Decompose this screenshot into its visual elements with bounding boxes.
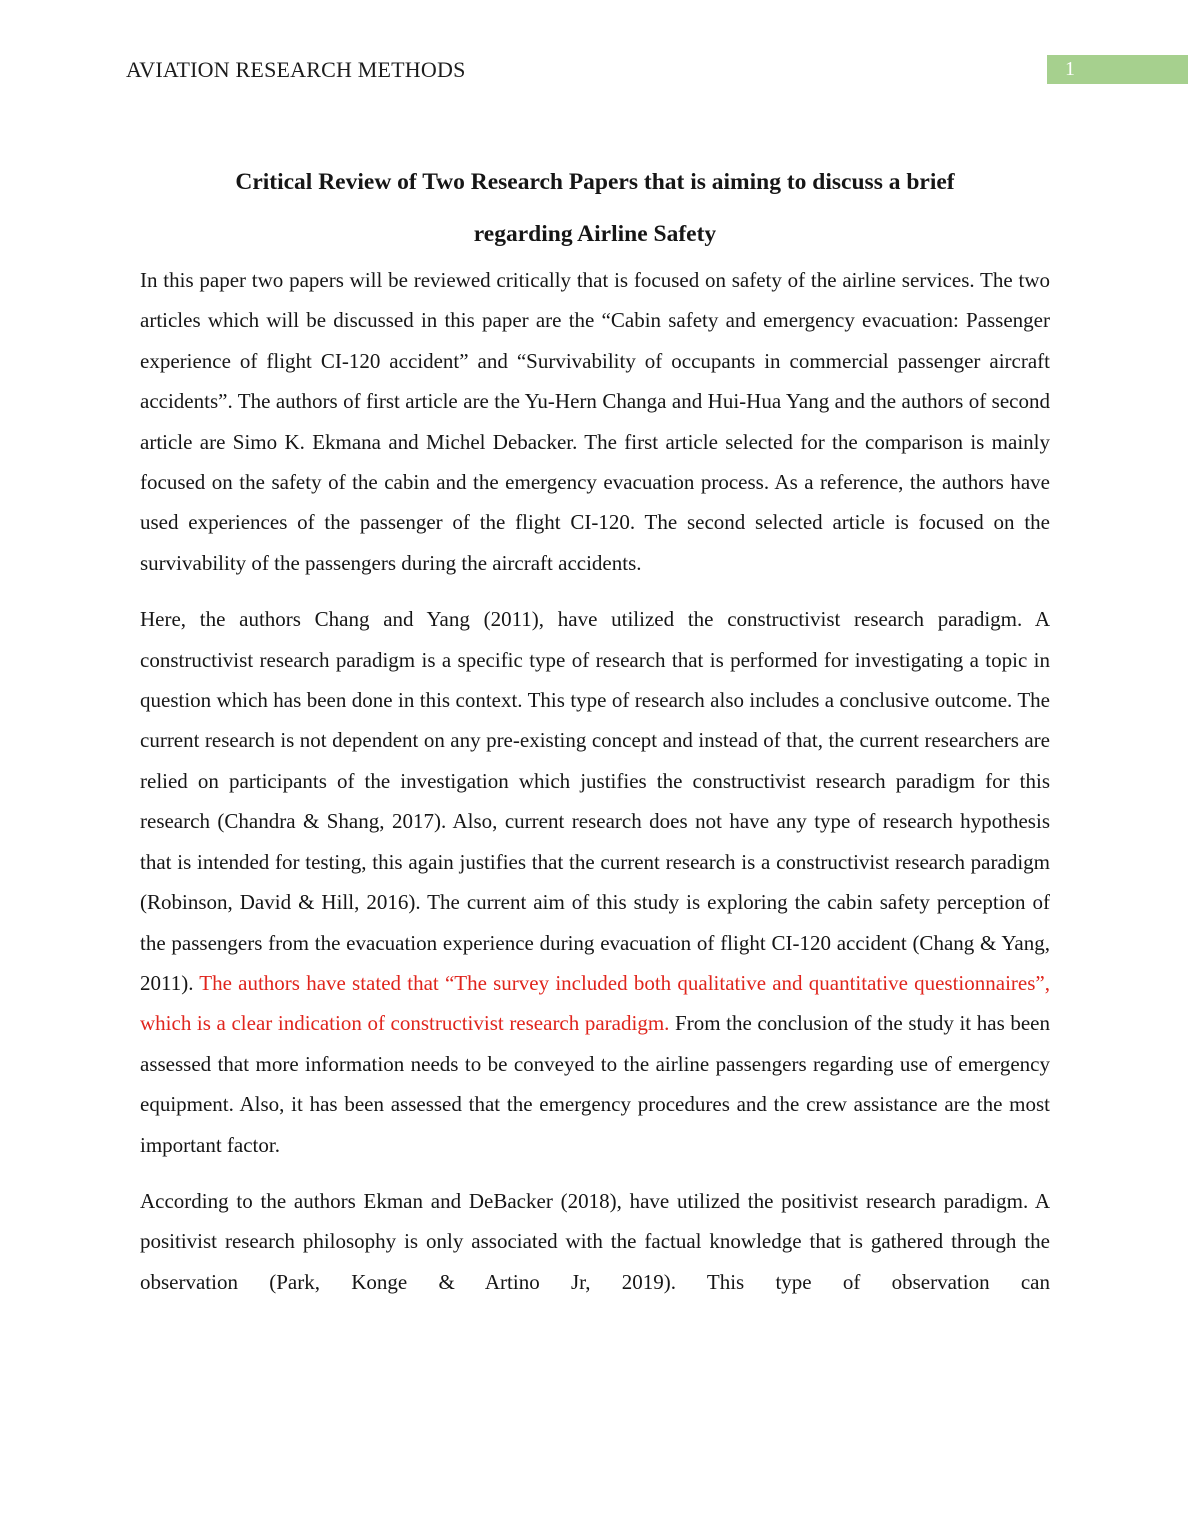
- highlighted-text-segment: The authors have stated that “The survey included both qualitative and quantitative questionnaires”, which is a clear indication of constructivist research paradigm.: [140, 970, 1050, 1036]
- page-number: 1: [1065, 58, 1075, 80]
- paragraph: [140, 599, 1050, 1165]
- document-title-line: regarding Airline Safety: [473, 221, 717, 247]
- text-segment: Here, the authors Chang and Yang (2011), have utilized the constructivist research paradigm. A constructivist research paradigm is a specific type of research that is performed for investigating a topic in question which has been done in this context. This type of research also includes a conclusive outcome. The current research is not dependent on any pre-existing concept and instead of that, the current researchers are relied on participants of the investigation which justifies the constructivist research paradigm for this research (Chandra & Shang, 2017). Also, current research does not have any type of research hypothesis that is intended for testing, this again justifies that the current research is a constructivist research paradigm (Robinson, David & Hill, 2016). The current aim of this study is exploring the cabin safety perception of the passengers from the evacuation experience during evacuation of flight CI-120 accident (Chang & Yang, 2011).: [140, 607, 1050, 995]
- running-header: AVIATION RESEARCH METHODS: [126, 57, 466, 82]
- paragraph: [140, 1181, 1050, 1302]
- paragraph: [140, 260, 1050, 583]
- document-body: [140, 260, 1050, 1302]
- text-segment: From the conclusion of the study it has been assessed that more information needs to be conveyed to the airline passengers regarding use of emergency equipment. Also, it has been assessed that the emergency procedures and the crew assistance are the most important factor.: [140, 1011, 1050, 1157]
- page-number-badge: [1047, 55, 1188, 84]
- text-segment: In this paper two papers will be reviewed critically that is focused on safety of the airline services. The two articles which will be discussed in this paper are the “Cabin safety and emergency evacuation: Passenger experience of flight CI-120 accident” and “Survivability of occupants in commercial passenger aircraft accidents”. The authors of first article are the Yu-Hern Changa and Hui-Hua Yang and the authors of second article are Simo K. Ekmana and Michel Debacker. The first article selected for the comparison is mainly focused on the safety of the cabin and the emergency evacuation process. As a reference, the authors have used experiences of the passenger of the flight CI-120. The second selected article is focused on the survivability of the passengers during the aircraft accidents.: [140, 268, 1050, 575]
- document-title-line: Critical Review of Two Research Papers that is aiming to discuss a brief: [235, 169, 955, 195]
- text-segment: According to the authors Ekman and DeBacker (2018), have utilized the positivist research paradigm. A positivist research philosophy is only associated with the factual knowledge that is gathered through the observation (Park, Konge & Artino Jr, 2019). This type of observation can: [140, 1188, 1050, 1294]
- document-title: [140, 156, 1050, 260]
- document-content: [140, 156, 1050, 1302]
